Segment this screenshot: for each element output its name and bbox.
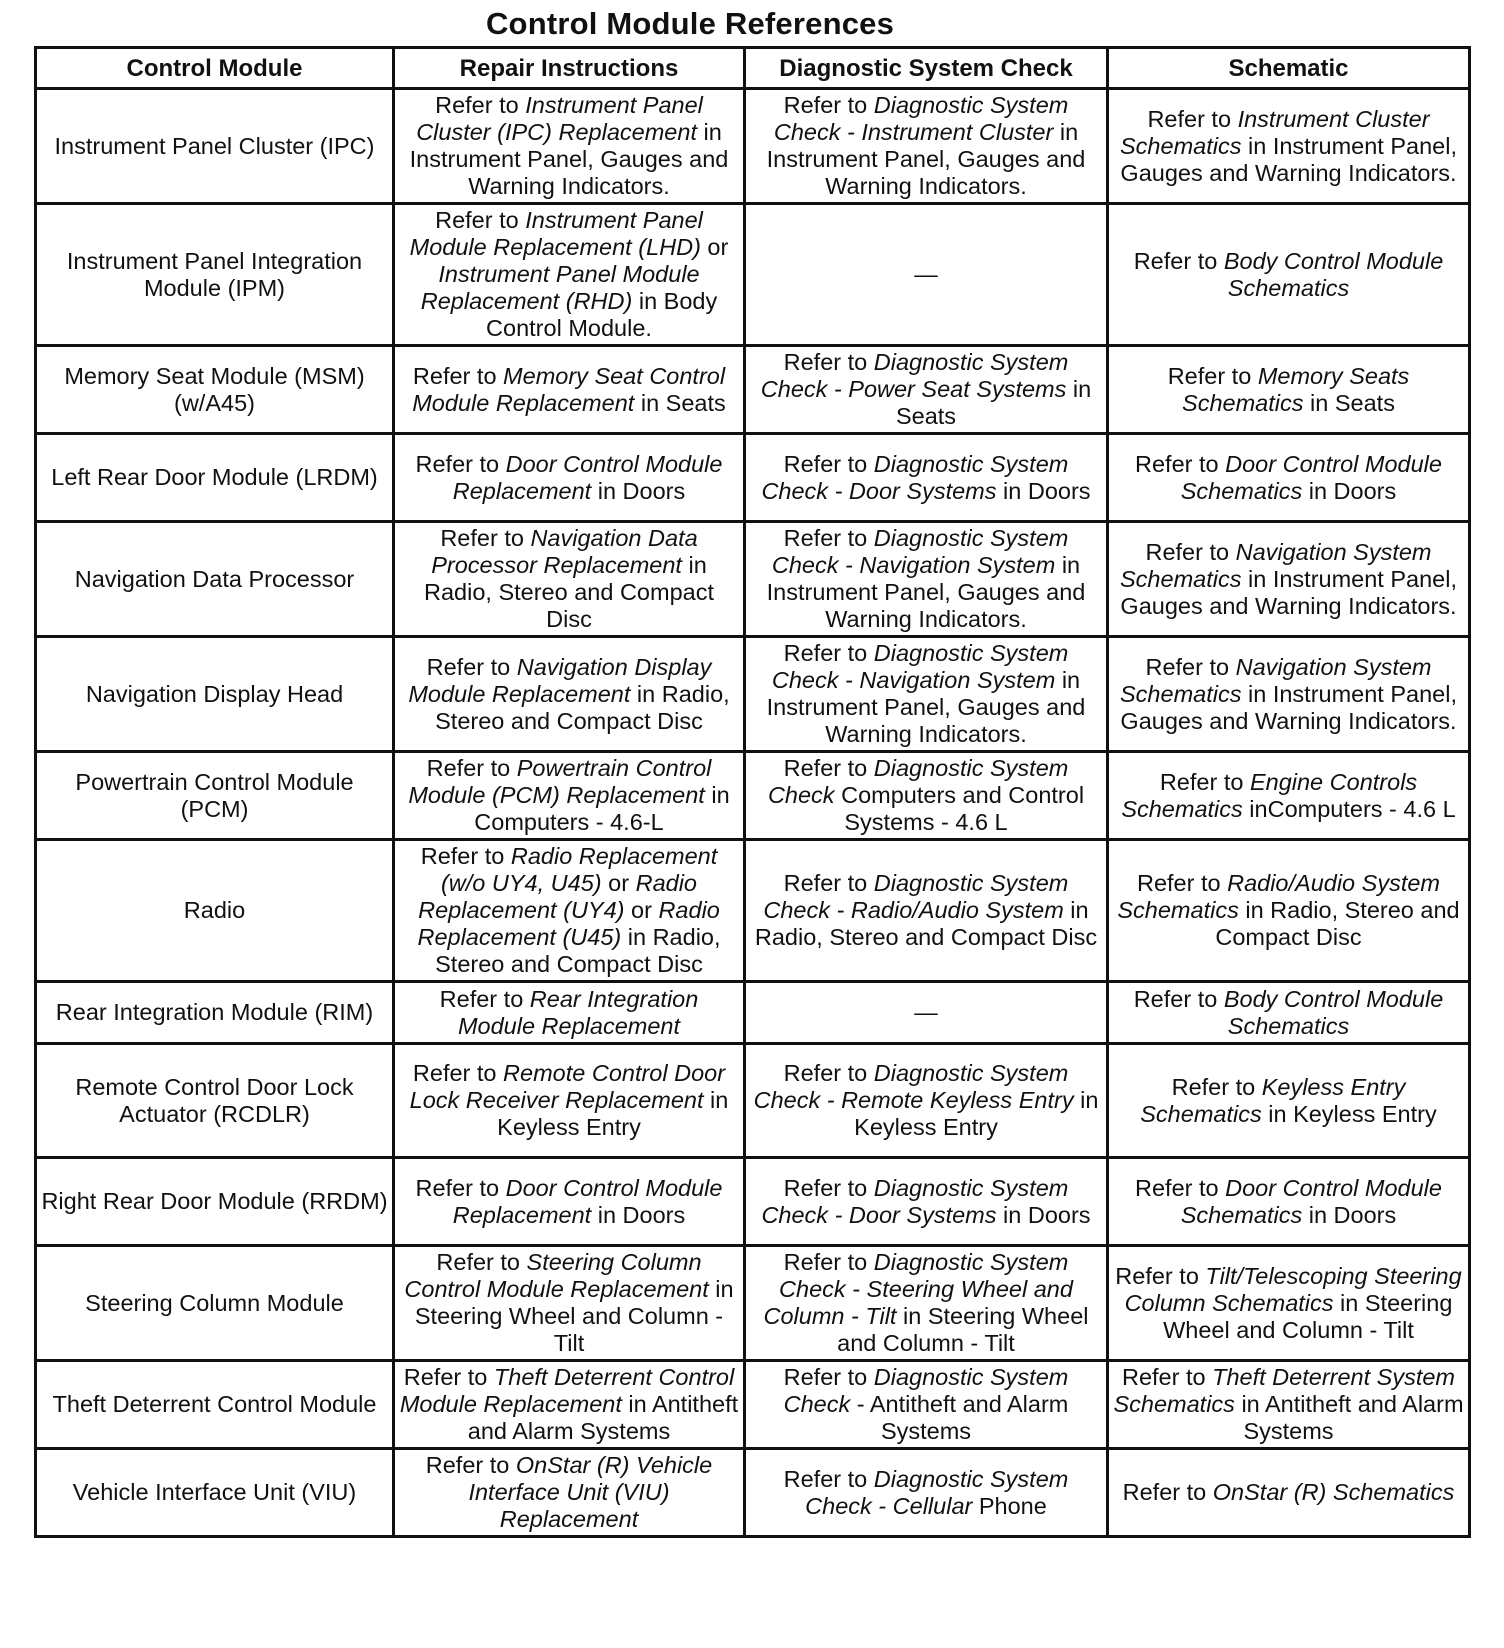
schematic-cell: Refer to Instrument Cluster Schematics in Instrument Panel, Gauges and Warning Indicators.	[1108, 89, 1470, 204]
diagnostic-check-cell: —	[745, 204, 1108, 346]
table-row	[36, 346, 1470, 434]
schematic-cell: Refer to Door Control Module Schematics in Doors	[1108, 1158, 1470, 1246]
table-row	[36, 840, 1470, 982]
table-row	[36, 434, 1470, 522]
diagnostic-check-cell: Refer to Diagnostic System Check - Power Seat Systems in Seats	[745, 346, 1108, 434]
control-module-cell: Instrument Panel Cluster (IPC)	[36, 89, 394, 204]
diagnostic-check-cell: Refer to Diagnostic System Check - Radio/Audio System in Radio, Stereo and Compact Disc	[745, 840, 1108, 982]
diagnostic-check-cell: Refer to Diagnostic System Check - Door Systems in Doors	[745, 434, 1108, 522]
diagnostic-check-cell: Refer to Diagnostic System Check - Cellular Phone	[745, 1449, 1108, 1537]
control-module-cell: Remote Control Door Lock Actuator (RCDLR)	[36, 1044, 394, 1158]
diagnostic-check-cell: Refer to Diagnostic System Check - Door Systems in Doors	[745, 1158, 1108, 1246]
schematic-cell: Refer to Engine Controls Schematics inComputers - 4.6 L	[1108, 752, 1470, 840]
repair-instructions-cell: Refer to OnStar (R) Vehicle Interface Unit (VIU) Replacement	[394, 1449, 745, 1537]
repair-instructions-cell: Refer to Navigation Data Processor Replacement in Radio, Stereo and Compact Disc	[394, 522, 745, 637]
control-module-cell: Rear Integration Module (RIM)	[36, 982, 394, 1044]
repair-instructions-cell: Refer to Powertrain Control Module (PCM) Replacement in Computers - 4.6-L	[394, 752, 745, 840]
table-row	[36, 1449, 1470, 1537]
diagnostic-check-cell: —	[745, 982, 1108, 1044]
control-module-cell: Powertrain Control Module (PCM)	[36, 752, 394, 840]
control-module-cell: Right Rear Door Module (RRDM)	[36, 1158, 394, 1246]
schematic-cell: Refer to OnStar (R) Schematics	[1108, 1449, 1470, 1537]
control-module-cell: Navigation Data Processor	[36, 522, 394, 637]
diagnostic-check-cell: Refer to Diagnostic System Check - Instrument Cluster in Instrument Panel, Gauges and Warning Indicators.	[745, 89, 1108, 204]
diagnostic-check-cell: Refer to Diagnostic System Check - Antitheft and Alarm Systems	[745, 1361, 1108, 1449]
page-title: Control Module References	[485, 6, 895, 41]
repair-instructions-cell: Refer to Remote Control Door Lock Receiver Replacement in Keyless Entry	[394, 1044, 745, 1158]
schematic-cell: Refer to Theft Deterrent System Schematics in Antitheft and Alarm Systems	[1108, 1361, 1470, 1449]
table-row	[36, 1361, 1470, 1449]
table-header-row	[36, 48, 1470, 89]
schematic-cell: Refer to Memory Seats Schematics in Seats	[1108, 346, 1470, 434]
control-module-cell: Theft Deterrent Control Module	[36, 1361, 394, 1449]
header-diagnostic-system-check: Diagnostic System Check	[745, 48, 1108, 89]
table-row	[36, 637, 1470, 752]
header-repair-instructions: Repair Instructions	[394, 48, 745, 89]
table-row	[36, 982, 1470, 1044]
table-row	[36, 1246, 1470, 1361]
table-row	[36, 522, 1470, 637]
control-module-cell: Vehicle Interface Unit (VIU)	[36, 1449, 394, 1537]
repair-instructions-cell: Refer to Memory Seat Control Module Replacement in Seats	[394, 346, 745, 434]
header-schematic: Schematic	[1108, 48, 1470, 89]
control-module-cell: Radio	[36, 840, 394, 982]
table-row	[36, 752, 1470, 840]
table-row	[36, 1044, 1470, 1158]
repair-instructions-cell: Refer to Rear Integration Module Replacement	[394, 982, 745, 1044]
repair-instructions-cell: Refer to Radio Replacement (w/o UY4, U45) or Radio Replacement (UY4) or Radio Replacement (U45) in Radio, Stereo and Compact Disc	[394, 840, 745, 982]
table-row	[36, 1158, 1470, 1246]
table-row	[36, 204, 1470, 346]
repair-instructions-cell: Refer to Instrument Panel Cluster (IPC) Replacement in Instrument Panel, Gauges and Warning Indicators.	[394, 89, 745, 204]
diagnostic-check-cell: Refer to Diagnostic System Check - Navigation System in Instrument Panel, Gauges and Warning Indicators.	[745, 637, 1108, 752]
diagnostic-check-cell: Refer to Diagnostic System Check - Remote Keyless Entry in Keyless Entry	[745, 1044, 1108, 1158]
schematic-cell: Refer to Body Control Module Schematics	[1108, 204, 1470, 346]
control-module-cell: Navigation Display Head	[36, 637, 394, 752]
schematic-cell: Refer to Door Control Module Schematics in Doors	[1108, 434, 1470, 522]
diagnostic-check-cell: Refer to Diagnostic System Check - Steering Wheel and Column - Tilt in Steering Wheel and Column - Tilt	[745, 1246, 1108, 1361]
control-module-table	[34, 46, 1471, 1538]
schematic-cell: Refer to Radio/Audio System Schematics in Radio, Stereo and Compact Disc	[1108, 840, 1470, 982]
schematic-cell: Refer to Navigation System Schematics in Instrument Panel, Gauges and Warning Indicators.	[1108, 522, 1470, 637]
schematic-cell: Refer to Tilt/Telescoping Steering Column Schematics in Steering Wheel and Column - Tilt	[1108, 1246, 1470, 1361]
repair-instructions-cell: Refer to Navigation Display Module Replacement in Radio, Stereo and Compact Disc	[394, 637, 745, 752]
control-module-cell: Left Rear Door Module (LRDM)	[36, 434, 394, 522]
repair-instructions-cell: Refer to Theft Deterrent Control Module Replacement in Antitheft and Alarm Systems	[394, 1361, 745, 1449]
control-module-cell: Steering Column Module	[36, 1246, 394, 1361]
table-row	[36, 89, 1470, 204]
schematic-cell: Refer to Keyless Entry Schematics in Keyless Entry	[1108, 1044, 1470, 1158]
repair-instructions-cell: Refer to Door Control Module Replacement in Doors	[394, 434, 745, 522]
repair-instructions-cell: Refer to Door Control Module Replacement in Doors	[394, 1158, 745, 1246]
header-control-module: Control Module	[36, 48, 394, 89]
diagnostic-check-cell: Refer to Diagnostic System Check - Navigation System in Instrument Panel, Gauges and Warning Indicators.	[745, 522, 1108, 637]
schematic-cell: Refer to Body Control Module Schematics	[1108, 982, 1470, 1044]
control-module-cell: Instrument Panel Integration Module (IPM)	[36, 204, 394, 346]
diagnostic-check-cell: Refer to Diagnostic System Check Computers and Control Systems - 4.6 L	[745, 752, 1108, 840]
repair-instructions-cell: Refer to Steering Column Control Module Replacement in Steering Wheel and Column - Tilt	[394, 1246, 745, 1361]
repair-instructions-cell: Refer to Instrument Panel Module Replacement (LHD) or Instrument Panel Module Replacement (RHD) in Body Control Module.	[394, 204, 745, 346]
control-module-cell: Memory Seat Module (MSM) (w/A45)	[36, 346, 394, 434]
schematic-cell: Refer to Navigation System Schematics in Instrument Panel, Gauges and Warning Indicators.	[1108, 637, 1470, 752]
